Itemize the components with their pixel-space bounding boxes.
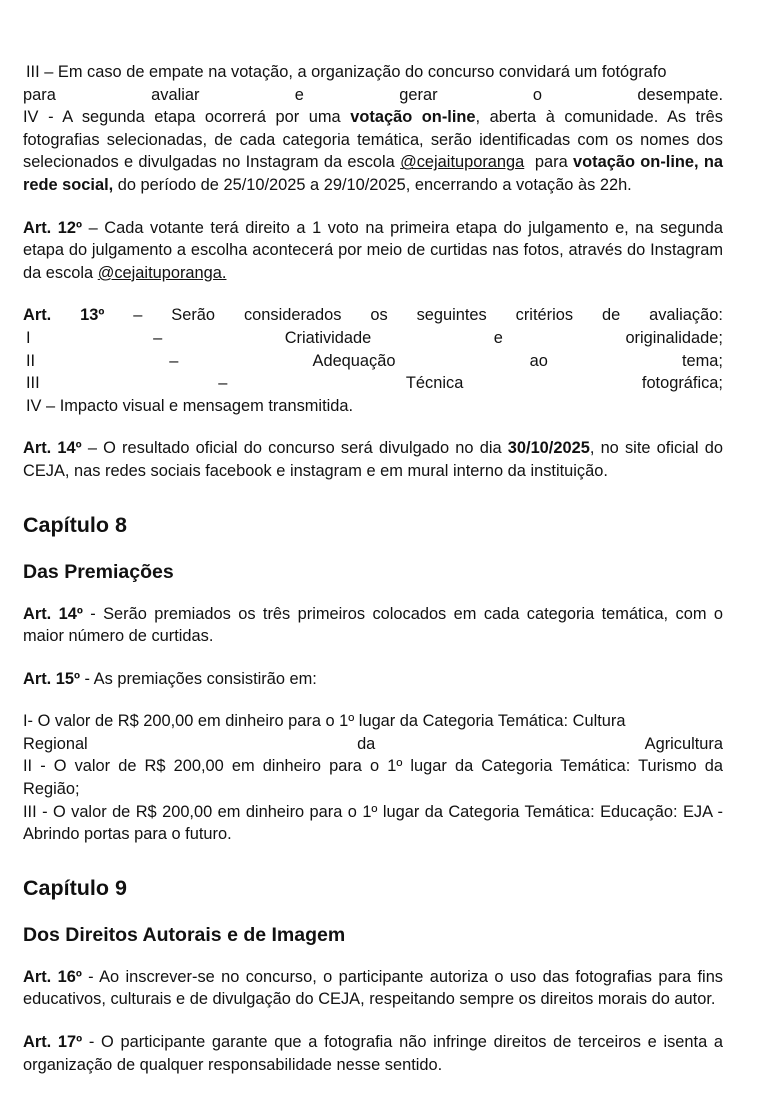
article-label: Art. 17º: [23, 1033, 83, 1052]
prize-1: [23, 710, 723, 733]
document-page: [23, 61, 723, 1076]
prize-text: II - O valor de R$ 200,00 em dinheiro para o 1º lugar da Categoria Temática: Turismo da Região;: [23, 757, 723, 799]
article-text: - O participante garante que a fotografia não infringe direitos de terceiros e isenta a organização de qualquer responsabilidade nesse sentido.: [23, 1033, 724, 1074]
word: critérios: [515, 306, 574, 325]
bold-text: votação on-line, na rede social,: [23, 153, 724, 194]
criterion-1: [23, 327, 723, 350]
word: originalidade;: [625, 328, 723, 347]
word: da: [357, 734, 376, 753]
word: o: [532, 85, 542, 104]
article-text: – Cada votante terá direito a 1 voto na primeira etapa do julgamento e, na segunda etapa do julgamento a escolha acontecerá por meio de curtidas nas fotos, através do Instagram da escola: [23, 218, 724, 282]
article-label: Art. 12º: [23, 218, 83, 237]
word: I: [26, 328, 31, 347]
word: fotográfica;: [641, 374, 723, 393]
word: avaliação:: [649, 306, 723, 325]
word: II: [26, 351, 36, 370]
item-iii-tie: [23, 61, 723, 84]
article-label: Art. 14º: [23, 439, 82, 458]
article-13-heading: [23, 304, 723, 327]
word: Agricultura: [644, 734, 723, 753]
criterion-2: [23, 350, 723, 373]
prize-2: [23, 755, 723, 800]
text: para: [524, 153, 574, 172]
prize-text: III - O valor de R$ 200,00 em dinheiro para o 1º lugar da Categoria Temática: Educação: EJA - Abrindo portas para o futuro.: [23, 802, 723, 844]
article-14-result: [23, 437, 723, 482]
word: gerar: [399, 85, 438, 104]
word: Serão: [171, 306, 216, 325]
bold-text: votação on-line: [350, 108, 476, 127]
word: Técnica: [405, 374, 464, 393]
item-iv-online-vote: [23, 106, 723, 196]
prize-text: I- O valor de R$ 200,00 em dinheiro para o 1º lugar da Categoria Temática: Cultura: [23, 712, 626, 731]
article-13: [23, 304, 723, 417]
word: III: [26, 374, 40, 393]
word: de: [601, 306, 621, 325]
article-text: – O resultado oficial do concurso será divulgado no dia: [81, 439, 508, 458]
item-iii-text: III – Em caso de empate na votação, a organização do concurso convidará um fotógrafo: [26, 63, 667, 81]
word: –: [169, 351, 179, 370]
chapter-8-section-title: Das Premiações: [23, 560, 174, 583]
article-15: [23, 668, 723, 691]
word: –: [218, 374, 228, 393]
article-label: Art. 16º: [23, 967, 82, 986]
word: –: [133, 306, 143, 325]
instagram-link[interactable]: @cejaituporanga: [400, 153, 525, 172]
article-text: - As premiações consistirão em:: [80, 669, 317, 688]
criterion-4: [23, 395, 723, 418]
prize-3: [23, 801, 723, 846]
article-label: Art. 14º: [23, 604, 83, 623]
article-17: [23, 1031, 723, 1076]
item-iii-continuation: [23, 84, 723, 107]
word: desempate.: [637, 85, 723, 104]
article-text: - Ao inscrever-se no concurso, o participante autoriza o uso das fotografias para fins educativos, culturais e de divulgação do CEJA, respeitando sempre os direitos morais do autor.: [23, 967, 724, 1009]
article-text: - Serão premiados os três primeiros colocados em cada categoria temática, com o maior número de curtidas.: [23, 604, 724, 646]
chapter-9-section-title: Dos Direitos Autorais e de Imagem: [23, 923, 346, 946]
article-label: Art. 15º: [23, 669, 80, 688]
prize-list: [23, 710, 723, 846]
word: Criatividade: [284, 328, 372, 347]
word: considerados: [243, 306, 342, 325]
text: do período de 25/10/2025 a 29/10/2025, encerrando a votação às 22h.: [113, 175, 632, 194]
article-12: [23, 217, 723, 285]
word: 13º: [80, 306, 105, 325]
article-16: [23, 966, 723, 1011]
chapter-8-title: Capítulo 8: [23, 512, 127, 537]
result-date: 30/10/2025: [507, 439, 590, 458]
word: avaliar: [151, 85, 200, 104]
chapter-9-title: Capítulo 9: [23, 875, 127, 900]
word: os: [370, 306, 388, 325]
word: e: [493, 328, 503, 347]
word: para: [23, 85, 56, 104]
text: IV - A segunda etapa ocorrerá por uma: [23, 108, 351, 127]
word: ao: [529, 351, 548, 370]
word: e: [294, 85, 304, 104]
word: Art.: [23, 306, 52, 325]
voting-block: [23, 61, 723, 197]
word: seguintes: [416, 306, 487, 325]
word: tema;: [681, 351, 723, 370]
article-text: , no site oficial do CEJA, nas redes sociais facebook e instagram e em mural interno da instituição.: [23, 439, 723, 480]
word: Adequação: [312, 351, 396, 370]
word: –: [153, 328, 163, 347]
text: , aberta à comunidade. As três fotografias selecionadas, de cada categoria temática, serão identificadas com os nomes dos selecionados e divulgadas no Instagram da escola: [23, 108, 723, 172]
article-14-prizes: [23, 603, 723, 648]
instagram-link[interactable]: @cejaituporanga.: [97, 263, 227, 282]
criterion-text: IV – Impacto visual e mensagem transmitida.: [26, 396, 354, 415]
word: Regional: [23, 734, 88, 753]
criterion-3: [23, 372, 723, 395]
prize-1-continuation: [23, 733, 723, 756]
